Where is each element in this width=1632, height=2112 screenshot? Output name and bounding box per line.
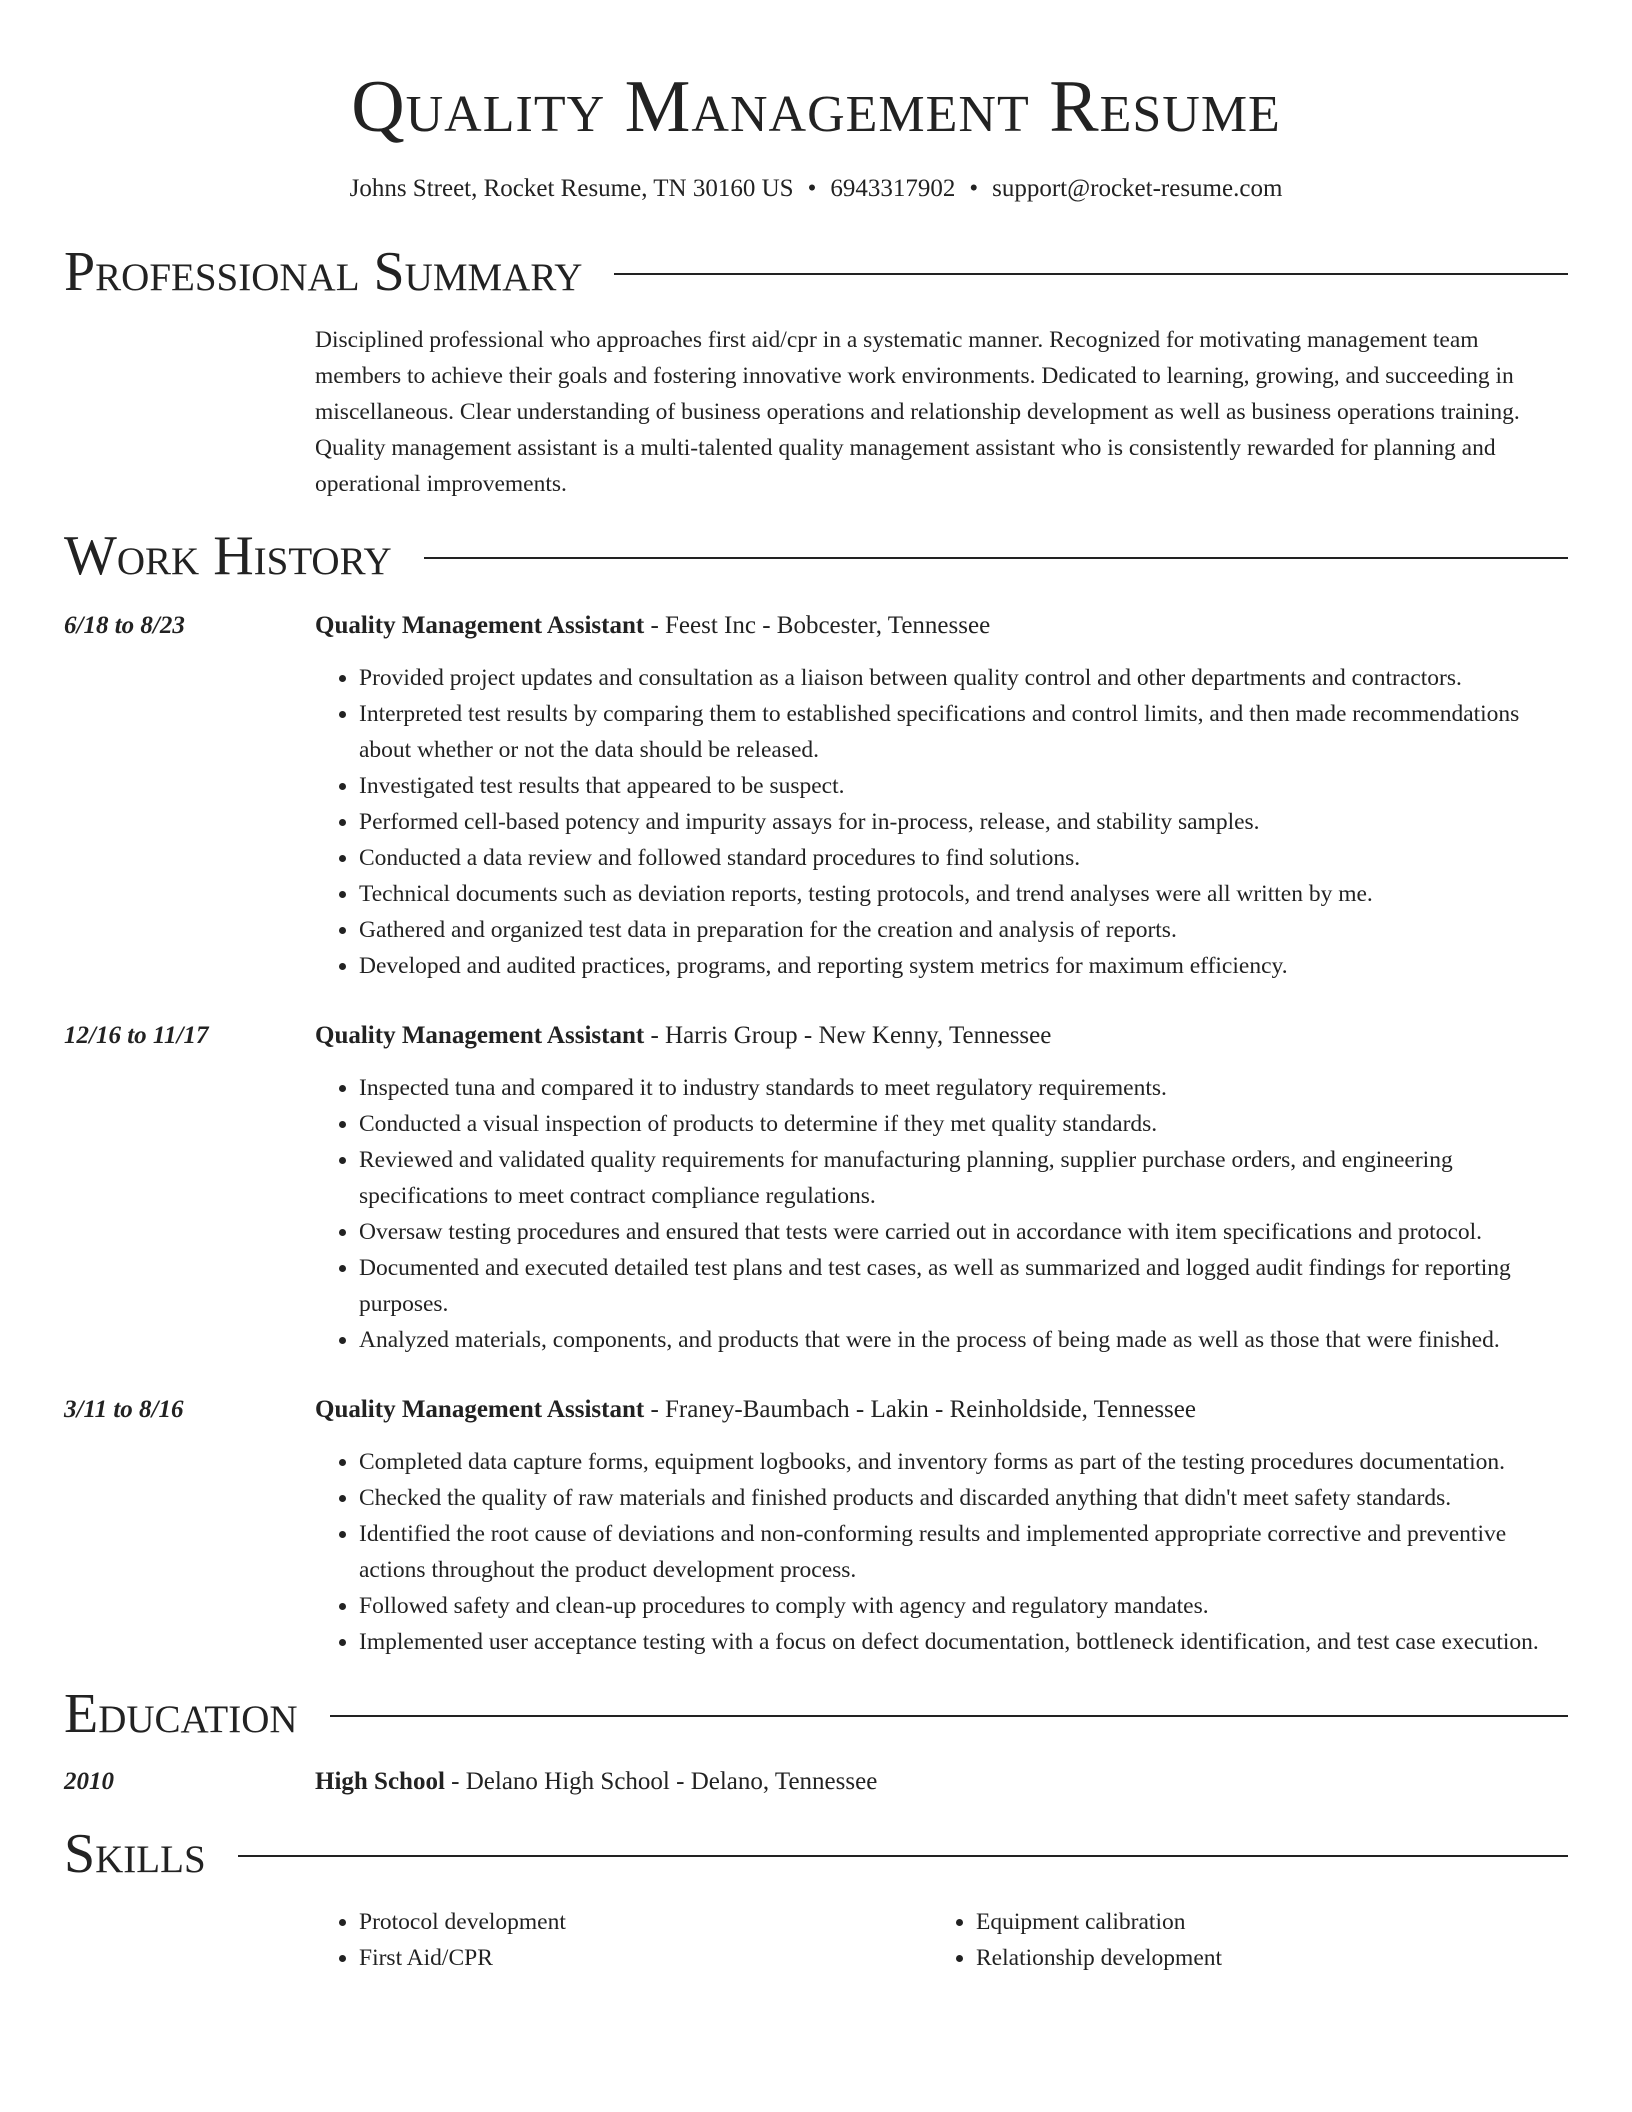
contact-email: support@rocket-resume.com [992, 175, 1283, 202]
job-header [64, 608, 1568, 984]
job-body [315, 1392, 1568, 1660]
section-header-summary [64, 236, 1568, 308]
education-entry [64, 1764, 1568, 1800]
job-title-line [315, 1392, 1568, 1428]
section-title-work: Work History [64, 525, 392, 587]
job-title: Quality Management Assistant [315, 612, 645, 639]
job-duty-item: • Completed data capture forms, equipment logbooks, and inventory forms as part of the testing procedures documentation. [359, 1444, 1568, 1480]
job-company-location: - Harris Group - New Kenny, Tennessee [644, 1022, 1052, 1049]
contact-phone: 6943317902 [830, 175, 956, 202]
contact-separator: • [969, 175, 979, 202]
section-title-summary: Professional Summary [64, 241, 583, 303]
skills-list-left [315, 1904, 932, 1976]
section-title-education: Education [64, 1683, 298, 1745]
job-duty-item: • Documented and executed detailed test plans and test cases, as well as summarized and logged audit findings for reporting purposes. [359, 1250, 1568, 1322]
skill-item: • Equipment calibration [976, 1904, 1549, 1940]
job-dates: 6/18 to 8/23 [64, 612, 185, 639]
job-duty-item: • Conducted a visual inspection of products to determine if they met quality standards. [359, 1106, 1568, 1142]
job-duty-item: • Interpreted test results by comparing them to established specifications and control limits, and then made recommendations about whether or not the data should be released. [359, 696, 1568, 768]
contact-separator: • [807, 175, 817, 202]
job-dates: 3/11 to 8/16 [64, 1396, 184, 1423]
education-line [315, 1764, 1568, 1800]
skills-list [64, 1904, 1568, 1976]
summary-spacer [64, 322, 315, 502]
job-company-location: - Feest Inc - Bobcester, Tennessee [644, 612, 991, 639]
job-duty-item: • Developed and audited practices, programs, and reporting system metrics for maximum efficiency. [359, 948, 1568, 984]
job-duty-item: • Implemented user acceptance testing with a focus on defect documentation, bottleneck identification, and test case execution. [359, 1624, 1568, 1660]
skill-item: • Relationship development [976, 1940, 1549, 1976]
job-title: Quality Management Assistant [315, 1396, 645, 1423]
job-duty-item: • Conducted a data review and followed standard procedures to find solutions. [359, 840, 1568, 876]
summary-row [64, 322, 1568, 502]
job-duties [315, 1444, 1568, 1660]
job-duty-item: • Checked the quality of raw materials and finished products and discarded anything that didn't meet safety standards. [359, 1480, 1568, 1516]
section-divider [424, 557, 1568, 559]
resume-title: Quality Management Resume [351, 66, 1281, 148]
job-header [64, 1392, 1568, 1660]
job-duty-item: • Provided project updates and consultation as a liaison between quality control and other departments and contractors. [359, 660, 1568, 696]
job-entry [64, 1018, 1568, 1358]
section-header-work [64, 520, 1568, 592]
job-duty-item: • Technical documents such as deviation reports, testing protocols, and trend analyses were all written by me. [359, 876, 1568, 912]
job-duties [315, 660, 1568, 984]
job-entry [64, 1392, 1568, 1660]
education-details: - Delano High School - Delano, Tennessee [444, 1768, 878, 1795]
job-duty-item: • Analyzed materials, components, and products that were in the process of being made as well as those that were finished. [359, 1322, 1568, 1358]
section-divider [330, 1715, 1568, 1717]
skills-column-right [932, 1904, 1549, 1976]
skills-column-left [315, 1904, 932, 1976]
job-title-line [315, 1018, 1568, 1054]
job-body [315, 1018, 1568, 1358]
job-duty-item: • Reviewed and validated quality requirements for manufacturing planning, supplier purchase orders, and engineering specifications to meet contract compliance regulations. [359, 1142, 1568, 1214]
job-duty-item: • Gathered and organized test data in preparation for the creation and analysis of reports. [359, 912, 1568, 948]
contact-line [64, 172, 1568, 206]
work-history-list [64, 608, 1568, 1660]
job-entry [64, 608, 1568, 984]
job-duty-item: • Oversaw testing procedures and ensured that tests were carried out in accordance with item specifications and protocol. [359, 1214, 1568, 1250]
job-title: Quality Management Assistant [315, 1022, 645, 1049]
summary-text: Disciplined professional who approaches first aid/cpr in a systematic manner. Recognized for motivating management team members to achieve their goals and fostering innovative work environments. Dedicated to learning, growing, and succeeding in miscellaneous. Clear understanding of business operations and relationship development as well as business operations training. Quality management assistant is a multi-talented quality management assistant who is consistently rewarded for planning and operational improvements. [315, 327, 1520, 497]
skill-item: • Protocol development [359, 1904, 932, 1940]
education-year: 2010 [64, 1768, 114, 1795]
education-degree: High School [315, 1768, 445, 1795]
job-duty-item: • Identified the root cause of deviations and non-conforming results and implemented appropriate corrective and preventive actions throughout the product development process. [359, 1516, 1568, 1588]
section-title-skills: Skills [64, 1823, 206, 1885]
contact-address: Johns Street, Rocket Resume, TN 30160 US [349, 175, 794, 202]
job-dates: 12/16 to 11/17 [64, 1022, 209, 1049]
job-duties [315, 1070, 1568, 1358]
job-title-line [315, 608, 1568, 644]
resume-page [64, 0, 1568, 1976]
job-duty-item: • Investigated test results that appeared to be suspect. [359, 768, 1568, 804]
skills-list-right [932, 1904, 1549, 1976]
section-header-education [64, 1678, 1568, 1750]
job-header [64, 1018, 1568, 1358]
skill-item: • First Aid/CPR [359, 1940, 932, 1976]
job-duty-item: • Followed safety and clean-up procedures to comply with agency and regulatory mandates. [359, 1588, 1568, 1624]
section-divider [238, 1855, 1568, 1857]
job-duty-item: • Performed cell-based potency and impurity assays for in-process, release, and stability samples. [359, 804, 1568, 840]
job-company-location: - Franey-Baumbach - Lakin - Reinholdside, Tennessee [644, 1396, 1196, 1423]
section-divider [614, 273, 1568, 275]
job-body [315, 608, 1568, 984]
job-duty-item: • Inspected tuna and compared it to industry standards to meet regulatory requirements. [359, 1070, 1568, 1106]
skills-spacer [64, 1904, 315, 1976]
section-header-skills [64, 1818, 1568, 1890]
